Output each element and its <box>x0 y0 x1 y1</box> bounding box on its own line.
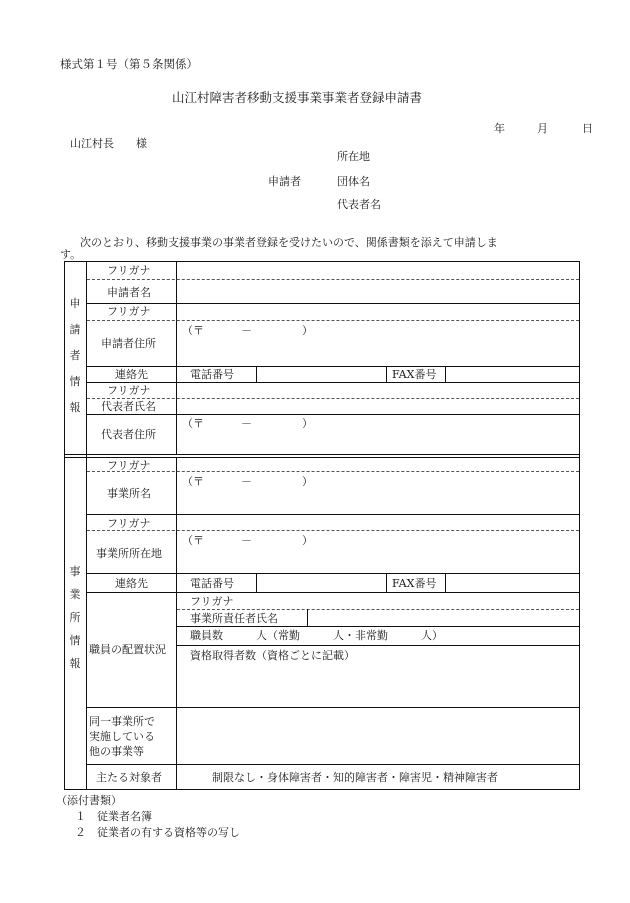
document-title: 山江村障害者移動支援事業事業者登録申請書 <box>172 90 423 105</box>
attachment-item: ２ 従業者の有する資格等の写し <box>75 826 240 839</box>
office-address-postal-close: ） <box>302 534 313 547</box>
applicant-label: 申請者 <box>268 175 301 188</box>
office-fax-label: FAX番号 <box>392 577 437 590</box>
applicant-address-label: 申請者住所 <box>101 337 156 350</box>
staff-count: 職員数 人（常勤 人・非常勤 人） <box>190 629 443 642</box>
office-contact-label: 連絡先 <box>115 577 148 590</box>
office-postal-close: ） <box>302 475 313 488</box>
date-month: 月 <box>537 122 548 135</box>
rep-address-label: 代表者住所 <box>101 428 156 441</box>
date-day: 日 <box>582 122 593 135</box>
attachment-item: １ 従業者名簿 <box>75 810 152 823</box>
other-business-label-1: 同一事業所で <box>89 715 155 728</box>
office-postal-dash: － <box>241 475 252 488</box>
other-business-label-3: 他の事業等 <box>89 745 144 758</box>
applicant-contact-label: 連絡先 <box>115 368 148 381</box>
qualified-count-label: 資格取得者数（資格ごとに記載） <box>190 649 355 662</box>
rep-postal-dash: － <box>241 417 252 430</box>
office-furigana-label: フリガナ <box>107 459 151 472</box>
office-phone-label: 電話番号 <box>190 577 234 590</box>
office-postal-open: （〒 <box>182 475 204 488</box>
office-address-postal-dash: － <box>241 534 252 547</box>
applicant-section-title: 申 請 者 情 報 <box>69 297 81 414</box>
org-label: 団体名 <box>337 175 370 188</box>
rep-label: 代表者名 <box>337 198 381 211</box>
applicant-phone-label: 電話番号 <box>190 368 234 381</box>
office-furigana-label-2: フリガナ <box>107 517 151 530</box>
applicant-postal-dash: － <box>241 324 252 337</box>
form-number: 様式第１号（第５条関係） <box>60 57 198 71</box>
applicant-postal-close: ） <box>302 324 313 337</box>
rep-name-label: 代表者氏名 <box>101 400 156 413</box>
manager-name-label: 事業所責任者氏名 <box>190 612 278 625</box>
applicant-name-label: 申請者名 <box>107 286 151 299</box>
applicant-fax-label: FAX番号 <box>392 368 437 381</box>
target-label: 主たる対象者 <box>96 771 162 784</box>
rep-postal-open: （〒 <box>182 417 204 430</box>
intro-text-cont: す。 <box>60 248 82 261</box>
address-label: 所在地 <box>337 150 370 163</box>
applicant-furigana-label: フリガナ <box>107 264 151 277</box>
other-business-label-2: 実施している <box>89 730 155 743</box>
rep-postal-close: ） <box>302 417 313 430</box>
target-options: 制限なし・身体障害者・知的障害者・障害児・精神障害者 <box>212 771 498 784</box>
attachments-heading: （添付書類） <box>56 794 122 807</box>
addressee: 山江村長 様 <box>70 137 147 150</box>
applicant-postal-open: （〒 <box>182 324 204 337</box>
staffing-label: 職員の配置状況 <box>89 643 166 656</box>
applicant-furigana-label-2: フリガナ <box>107 305 151 318</box>
rep-furigana-label: フリガナ <box>107 384 151 397</box>
office-address-label: 事業所所在地 <box>96 547 162 560</box>
date-year: 年 <box>494 122 505 135</box>
office-address-postal-open: （〒 <box>182 534 204 547</box>
staff-furigana-label: フリガナ <box>190 595 234 608</box>
intro-text: 次のとおり、移動支援事業の事業者登録を受けたいので、関係書類を添えて申請しま <box>80 236 498 249</box>
office-name-label: 事業所名 <box>107 487 151 500</box>
office-section-title: 事 業 所 情 報 <box>69 565 81 670</box>
